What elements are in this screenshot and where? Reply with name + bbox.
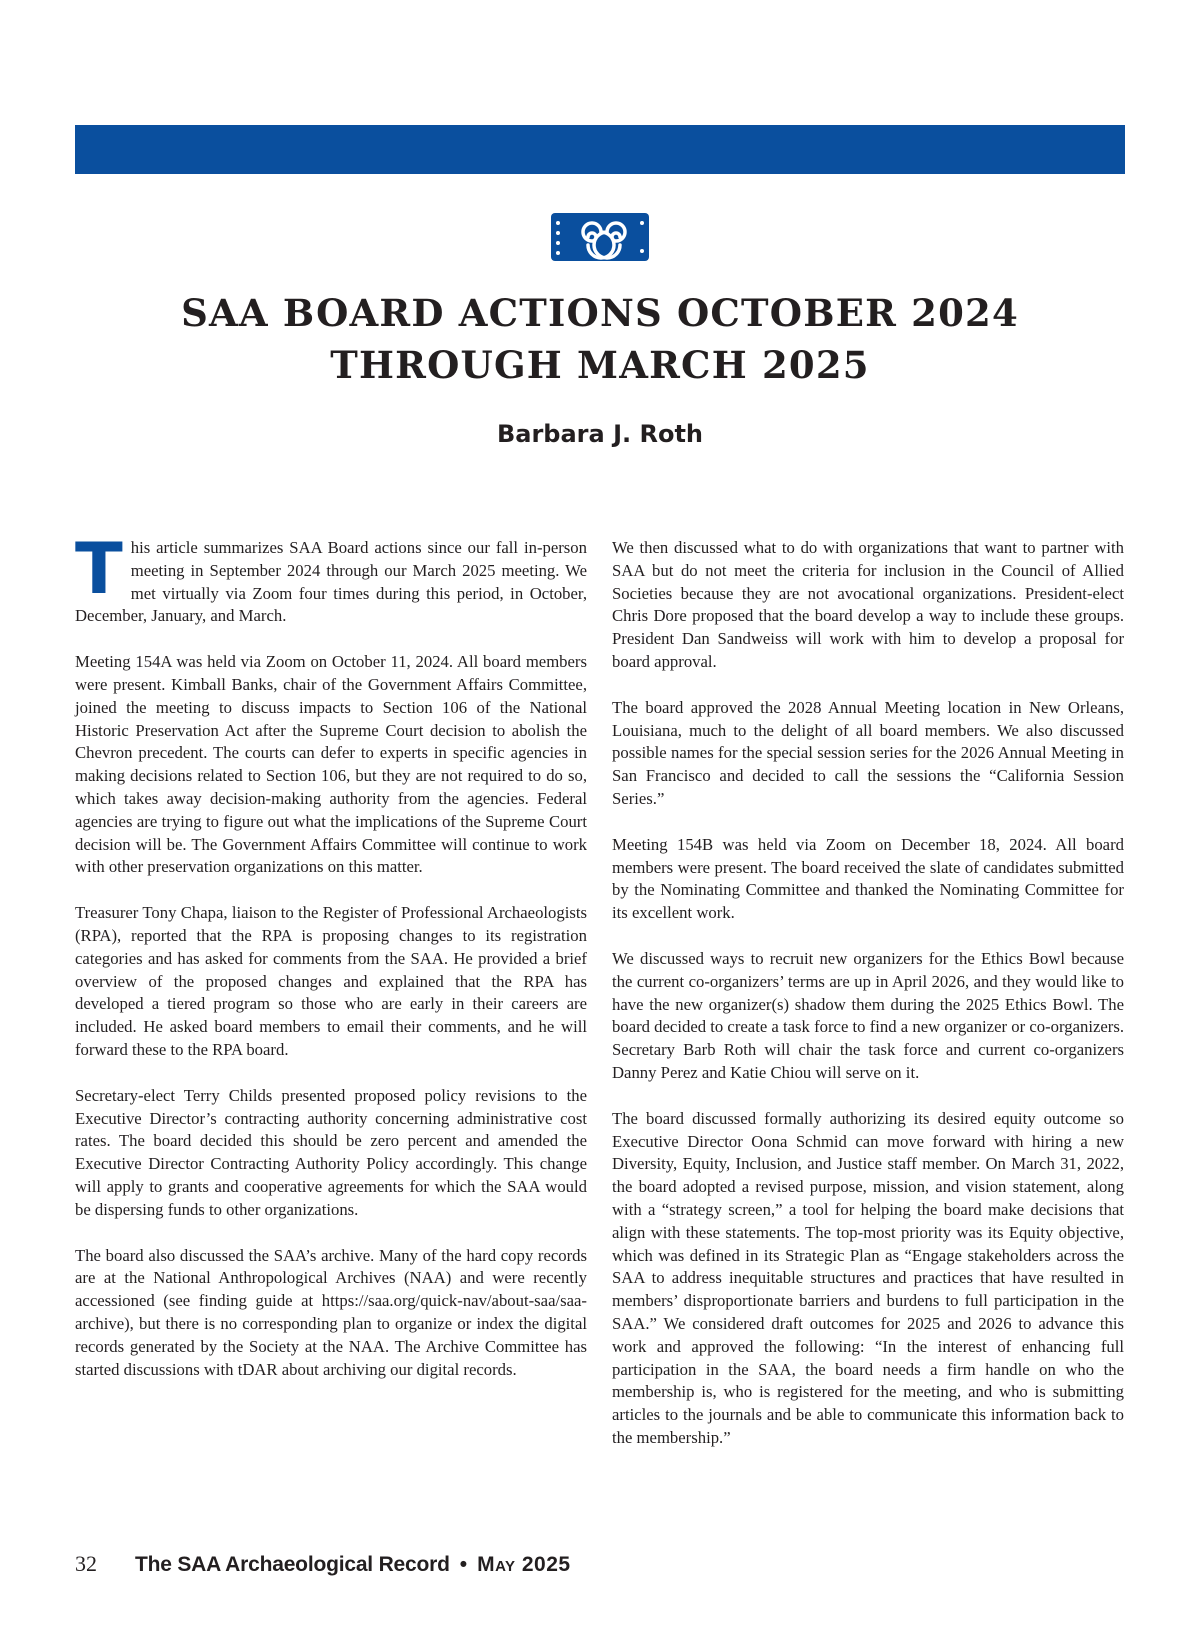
title-line-2: THROUGH MARCH 2025	[330, 343, 870, 387]
footer-bullet: •	[459, 1553, 468, 1576]
header-color-bar	[75, 125, 1125, 174]
paragraph-text: his article summarizes SAA Board actions since our fall in-person meeting in September 2024 through our March 2025 meeting. We met virtually via Zoom four times during this period, in October, December, January, and March.	[75, 538, 587, 626]
article-title	[100, 287, 1100, 391]
journal-name: The SAA Archaeological Record	[135, 1553, 450, 1576]
paragraph: The board discussed formally authorizing its desired equity outcome so Executive Director Oona Schmid can move forward with hiring a new Diversity, Equity, Inclusion, and Justice staff member. On March 31, 2022, the board adopted a revised purpose, mission, and vision statement, along with a “strategy screen,” a tool for helping the board make decisions that align with these statements. The top-most priority was its Equity objective, which was defined in its Strategic Plan as “Engage stakeholders across the SAA to address inequitable structures and practices that have resulted in members’ disproportionate barriers and burdens to full participation in the SAA.” We considered draft outcomes for 2025 and 2026 to advance this work and approved the following: “In the interest of enhancing full participation in the SAA, the board needs a firm handle on who the membership is, who is registered for the meeting, and who is submitting articles to the journals and be able to communicate this information back to the membership.”	[612, 1108, 1124, 1447]
paragraph: The board approved the 2028 Annual Meeting location in New Orleans, Louisiana, much to the delight of all board members. We also discussed possible names for the special session series for the 2026 Annual Meeting in San Francisco and decided to call the sessions the “California Session Series.”	[612, 697, 1124, 808]
paragraph: We then discussed what to do with organizations that want to partner with SAA but do not meet the criteria for inclusion in the Council of Allied Societies because they are not avocational organizations. President-elect Chris Dore proposed that the board develop a way to include these groups. President Dan Sandweiss will work with him to develop a proposal for board approval.	[612, 538, 1124, 671]
right-column	[612, 537, 1124, 1450]
issue-date: May 2025	[477, 1553, 571, 1576]
paragraph: Meeting 154A was held via Zoom on October 11, 2024. All board members were present. Kimball Banks, chair of the Government Affairs Committee, joined the meeting to discuss impacts to Section 106 of the National Historic Preservation Act after the Supreme Court decision to abolish the Chevron precedent. The courts can defer to experts in specific agencies in making decisions related to Section 106, but they are not required to do so, which takes away decision-making authority from the agencies. Federal agencies are trying to figure out what the implications of the Supreme Court decision will be. The Government Affairs Committee will continue to work with other preservation organizations on this matter.	[75, 652, 587, 877]
paragraph	[75, 528, 587, 628]
paragraph: The board also discussed the SAA’s archive. Many of the hard copy records are at the National Anthropological Archives (NAA) and were recently accessioned (see finding guide at https://saa.org/quick-nav/about-saa/saa-archive), but there is no corresponding plan to organize or index the digital records generated by the Society at the NAA. The Archive Committee has started discussions with tDAR about archiving our digital records.	[75, 1245, 587, 1379]
page-footer	[75, 1550, 571, 1579]
spiral-logo-icon	[548, 211, 652, 263]
drop-cap: T	[75, 528, 123, 610]
page-number: 32	[75, 1551, 97, 1576]
paragraph: Treasurer Tony Chapa, liaison to the Register of Professional Archaeologists (RPA), reported that the RPA is proposing changes to its registration categories and has asked for comments from the SAA. He provided a brief overview of the proposed changes and explained that the RPA has developed a tiered program so those who are early in their careers are included. He asked board members to email their comments, and he will forward these to the RPA board.	[75, 903, 587, 1059]
left-column	[75, 528, 587, 1381]
paragraph: We discussed ways to recruit new organizers for the Ethics Bowl because the current co-organizers’ terms are up in April 2026, and they would like to have the new organizer(s) shadow them during the 2025 Ethics Bowl. The board decided to create a task force to find a new organizer or co-organizers. Secretary Barb Roth will chair the task force and current co-organizers Danny Perez and Katie Chiou will serve on it.	[612, 948, 1124, 1082]
title-line-1: SAA BOARD ACTIONS OCTOBER 2024	[181, 291, 1019, 335]
paragraph: Meeting 154B was held via Zoom on December 18, 2024. All board members were present. The board received the slate of candidates submitted by the Nominating Committee and thanked the Nominating Committee for its excellent work.	[612, 834, 1124, 923]
article-author: Barbara J. Roth	[496, 420, 703, 448]
paragraph: Secretary-elect Terry Childs presented proposed policy revisions to the Executive Director’s contracting authority concerning administrative cost rates. The board decided this should be zero percent and amended the Executive Director Contracting Authority Policy accordingly. This change will apply to grants and cooperative agreements for which the SAA would be dispersing funds to other organizations.	[75, 1085, 587, 1219]
